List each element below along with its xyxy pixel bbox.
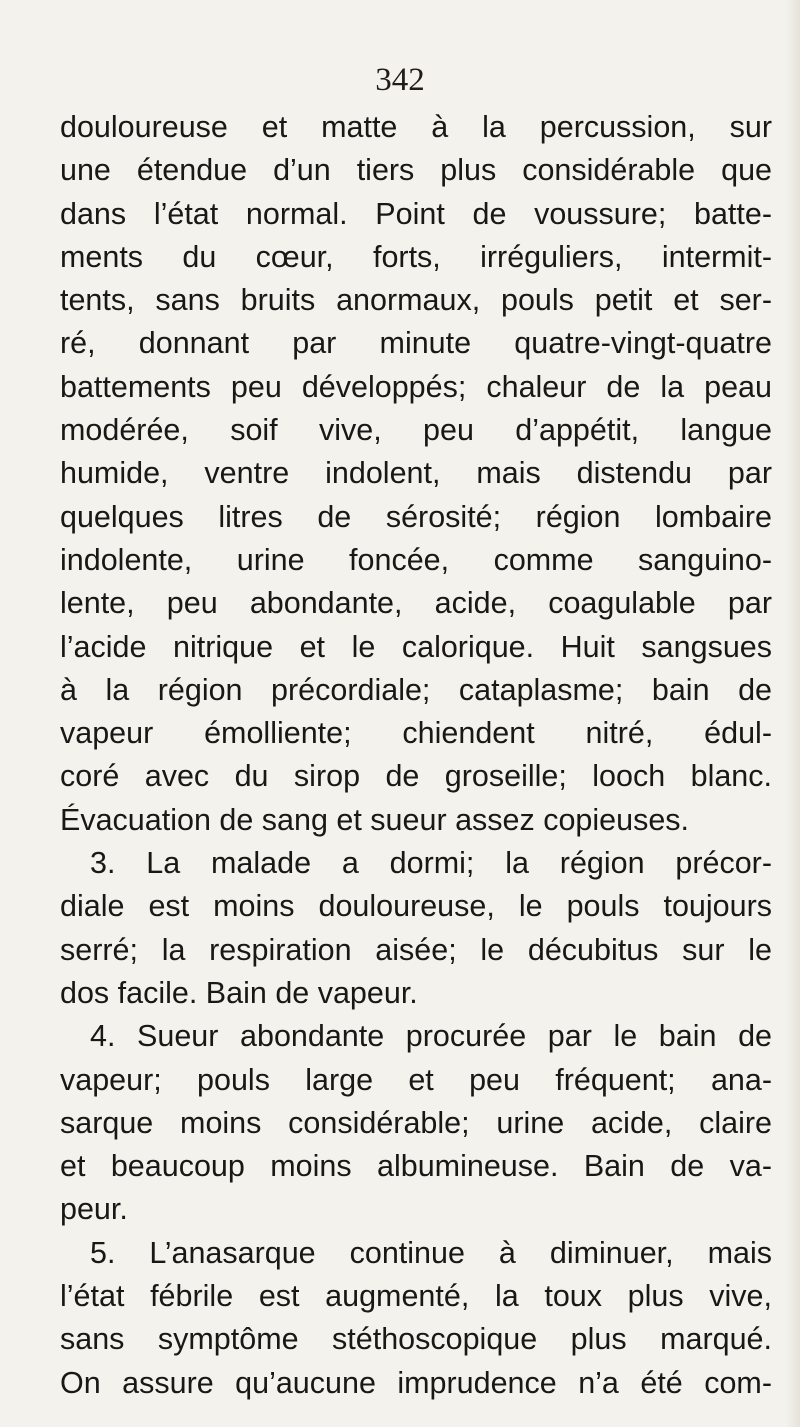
body-text [60, 106, 772, 1405]
text-line: lente, peu abondante, acide, coagulable par [60, 586, 772, 621]
text-line: serré; la respiration aisée; le décubitus sur le [60, 932, 772, 967]
text-line: dos facile. Bain de vapeur. [60, 975, 418, 1010]
text-line: une étendue d’un tiers plus considérable que [60, 153, 772, 188]
text-line: 5. L’anasarque continue à diminuer, mais [90, 1235, 772, 1270]
text-line: ré, donnant par minute quatre-vingt-quatre [60, 326, 772, 361]
text-line: vapeur émolliente; chiendent nitré, édul- [60, 716, 772, 751]
text-line: 4. Sueur abondante procurée par le bain de [90, 1019, 772, 1054]
text-line: et beaucoup moins albumineuse. Bain de va- [60, 1149, 772, 1184]
text-line: 3. La malade a dormi; la région précor- [90, 846, 772, 881]
text-line: quelques litres de sérosité; région lombaire [60, 499, 772, 534]
text-line: l’état fébrile est augmenté, la toux plus vive, [60, 1279, 772, 1314]
text-line: battements peu développés; chaleur de la peau [60, 369, 772, 404]
text-line: humide, ventre indolent, mais distendu par [60, 456, 772, 491]
text-line: à la région précordiale; cataplasme; bain de [60, 672, 772, 707]
text-line: ments du cœur, forts, irréguliers, intermit- [60, 239, 772, 274]
page-edge-shadow [786, 0, 800, 1427]
text-line: indolente, urine foncée, comme sanguino- [60, 542, 772, 577]
text-line: sarque moins considérable; urine acide, claire [60, 1105, 772, 1140]
text-line: Évacuation de sang et sueur assez copieuses. [60, 802, 690, 837]
text-line: On assure qu’aucune imprudence n’a été com- [60, 1365, 772, 1400]
text-line: tents, sans bruits anormaux, pouls petit et ser- [60, 283, 772, 318]
text-line: sans symptôme stéthoscopique plus marqué. [60, 1322, 772, 1357]
text-line: vapeur; pouls large et peu fréquent; ana- [60, 1062, 772, 1097]
text-line: douloureuse et matte à la percussion, sur [60, 110, 772, 144]
text-line: diale est moins douloureuse, le pouls toujours [60, 889, 772, 924]
text-line: dans l’état normal. Point de voussure; batte- [60, 196, 772, 231]
text-line: l’acide nitrique et le calorique. Huit sangsues [60, 629, 772, 664]
page-number: 342 [375, 62, 425, 98]
text-line: coré avec du sirop de groseille; looch blanc. [60, 759, 772, 794]
text-line: modérée, soif vive, peu d’appétit, langue [60, 413, 772, 448]
text-line: peur. [60, 1192, 128, 1227]
